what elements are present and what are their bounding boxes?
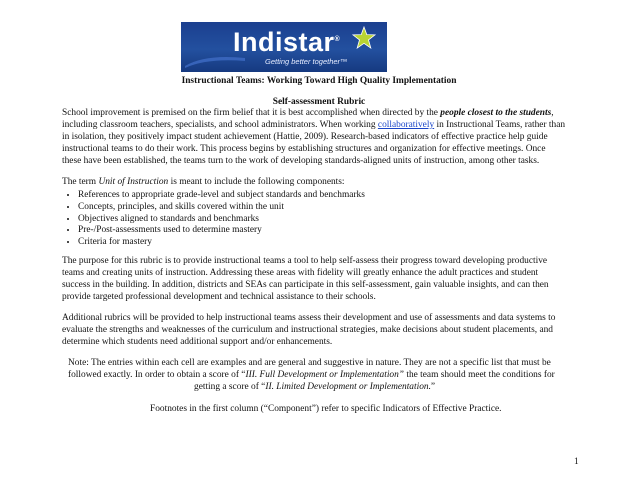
note-line-1: Note: The entries within each cell are examples and are general and suggestive in nature. They are not a specific list that must be	[68, 358, 551, 368]
purpose-line-2: teams and creating units of instruction. Addressing these areas with fidelity will greatly enhance the adult practices and student	[62, 268, 539, 278]
intro-line-4: instructional teams to do their work. This process begins by establishing structures and organization for effective meetings. Once	[62, 144, 546, 154]
footnote-explanation: Footnotes in the first column (“Component”) refer to specific Indicators of Effective Practice.	[150, 404, 502, 414]
document-subtitle: Self-assessment Rubric	[272, 97, 366, 107]
intro-line-5: these have been established, the teams turn to the work of developing standards-aligned units of instruction, among other tasks.	[62, 156, 540, 166]
note-line-2: followed exactly. In order to obtain a score of “III. Full Development or Implementation” the team should meet the conditions for	[68, 370, 555, 380]
purpose-line-3: success in the building. In addition, districts and SEAs can participate in this self-assessment, gain valuable insights, and can then	[62, 280, 549, 290]
purpose-line-4: provide targeted professional development and technical assistance to their schools.	[62, 292, 376, 302]
logo-wordmark: Indistar®	[233, 27, 341, 57]
additional-line-2: evaluate the strengths and weaknesses of the curriculum and instructional strategies, make decisions about student placements, and	[62, 325, 553, 335]
list-item: • References to appropriate grade-level and subject standards and benchmarks	[78, 190, 365, 202]
logo-tagline: Getting better together™	[265, 57, 348, 66]
intro-line-2: including classroom teachers, specialists, and school administrators. When working collaboratively in Instructional Teams, rather than	[62, 120, 566, 130]
additional-line-3: determine which students need additional support and/or enhancements.	[62, 337, 333, 347]
note-line-3: getting a score of “II. Limited Development or Implementation.”	[194, 382, 436, 392]
intro-line-3: in isolation, they positively impact student achievement (Hattie, 2009). Research-based indicators of effective practice help guide	[62, 132, 548, 142]
trademark-mark: ®	[334, 36, 341, 43]
unit-lead: The term Unit of Instruction is meant to include the following components:	[62, 177, 345, 187]
purpose-line-1: The purpose for this rubric is to provide instructional teams a tool to help self-assess their progress toward developing productive	[62, 256, 548, 266]
list-item: • Concepts, principles, and skills covered within the unit	[78, 202, 365, 214]
list-item: • Criteria for mastery	[78, 237, 365, 249]
unit-components-list	[61, 190, 365, 249]
score-full-development: III. Full Development or Implementation”	[245, 370, 405, 380]
intro-line-1: School improvement is premised on the firm belief that it is best accomplished when directed by the people closest to the students,	[62, 108, 554, 118]
list-item: • Objectives aligned to standards and benchmarks	[78, 214, 365, 226]
collaboratively-link[interactable]: collaboratively	[377, 120, 435, 130]
score-limited-development: II. Limited Development or Implementation.	[265, 382, 431, 392]
list-item: • Pre-/Post-assessments used to determine mastery	[78, 225, 365, 237]
page-number: 1	[574, 457, 579, 467]
additional-line-1: Additional rubrics will be provided to help instructional teams assess their development and use of assessments and data systems to	[62, 313, 556, 323]
document-title: Instructional Teams: Working Toward High Quality Implementation	[181, 76, 457, 86]
star-icon	[352, 26, 376, 50]
unit-term: Unit of Instruction	[98, 177, 169, 187]
emphasis-people-closest: people closest to the students	[440, 108, 552, 118]
indistar-logo	[181, 22, 387, 72]
